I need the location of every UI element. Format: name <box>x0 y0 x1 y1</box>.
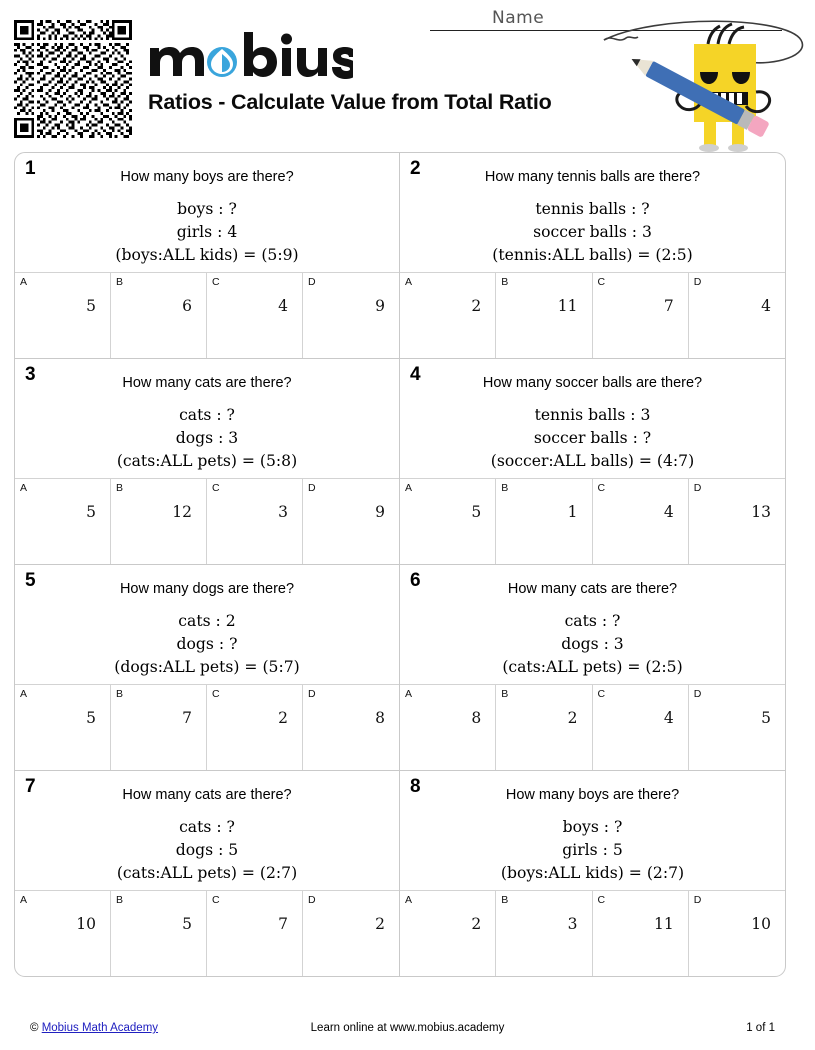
answer-option-a[interactable] <box>15 685 111 770</box>
answer-letter: C <box>597 894 606 906</box>
answer-options <box>15 273 399 358</box>
answer-letter: C <box>597 688 606 700</box>
answer-letter: A <box>405 688 413 700</box>
answer-letter: D <box>308 688 316 700</box>
answer-letter: C <box>597 482 606 494</box>
answer-option-a[interactable] <box>15 273 111 358</box>
question-number: 8 <box>410 776 421 797</box>
answer-letter: B <box>116 894 124 906</box>
ratio-line-2: soccer balls : ? <box>533 428 652 447</box>
answer-letter: D <box>308 276 316 288</box>
ratio-line-3: (cats:ALL pets) = (2:5) <box>502 657 683 676</box>
answer-option-c[interactable] <box>593 479 689 564</box>
page-title: Ratios - Calculate Value from Total Ratio <box>148 90 552 114</box>
answer-option-a[interactable] <box>400 479 496 564</box>
answer-letter: A <box>405 276 413 288</box>
answer-option-c[interactable] <box>207 273 303 358</box>
question-body <box>15 771 399 891</box>
ratio-line-2: dogs : 3 <box>175 428 239 447</box>
ratio-line-1: cats : ? <box>564 612 621 630</box>
footer-page-number: 1 of 1 <box>746 1022 775 1034</box>
question-number: 3 <box>25 364 36 385</box>
answer-options <box>400 479 785 564</box>
answer-value: 2 <box>375 915 385 933</box>
question-row <box>15 564 785 770</box>
answer-option-b[interactable] <box>496 891 592 976</box>
answer-letter: A <box>20 894 28 906</box>
answer-letter: B <box>116 482 124 494</box>
ratio-line-2: girls : 4 <box>176 222 238 241</box>
ratio-line-3: (tennis:ALL balls) = (2:5) <box>492 245 693 264</box>
answer-options <box>15 685 399 770</box>
question-number: 2 <box>410 158 421 179</box>
answer-value: 12 <box>172 503 192 521</box>
answer-value: 9 <box>375 297 385 315</box>
question-ratio <box>406 404 779 473</box>
answer-value: 4 <box>278 297 288 315</box>
page-footer <box>0 1022 815 1046</box>
question-body <box>400 359 785 479</box>
answer-letter: B <box>116 276 124 288</box>
question-cell-3 <box>15 358 400 564</box>
question-body <box>400 771 785 891</box>
answer-value: 3 <box>278 503 288 521</box>
answer-value: 8 <box>375 709 385 727</box>
question-number: 4 <box>410 364 421 385</box>
answer-options <box>400 273 785 358</box>
question-prompt: How many boys are there? <box>505 787 680 803</box>
copyright-symbol: © <box>30 1022 39 1034</box>
answer-option-d[interactable] <box>689 685 785 770</box>
ratio-line-1: cats : 2 <box>178 612 236 630</box>
answer-letter: C <box>212 482 220 494</box>
question-ratio <box>406 816 779 885</box>
ratio-line-3: (cats:ALL pets) = (5:8) <box>116 451 298 470</box>
answer-letter: D <box>693 894 702 906</box>
question-body <box>15 565 399 685</box>
answer-option-d[interactable] <box>689 891 785 976</box>
question-row <box>15 770 785 976</box>
answer-value: 5 <box>86 297 96 315</box>
answer-value: 4 <box>761 297 771 315</box>
ratio-line-3: (cats:ALL pets) = (2:7) <box>116 863 298 882</box>
mascot-illustration <box>596 18 815 153</box>
footer-learn-online: Learn online at www.mobius.academy <box>310 1022 505 1034</box>
answer-letter: C <box>597 276 606 288</box>
question-number: 5 <box>25 570 36 591</box>
question-ratio <box>21 404 393 473</box>
question-cell-6 <box>400 564 785 770</box>
answer-value: 4 <box>663 709 674 727</box>
answer-value: 5 <box>471 503 482 521</box>
answer-letter: B <box>501 688 509 700</box>
answer-option-a[interactable] <box>400 891 496 976</box>
answer-options <box>400 685 785 770</box>
answer-value: 2 <box>567 709 578 727</box>
answer-option-b[interactable] <box>496 479 592 564</box>
question-cell-4 <box>400 358 785 564</box>
answer-option-d[interactable] <box>303 273 399 358</box>
ratio-line-3: (boys:ALL kids) = (5:9) <box>115 245 299 264</box>
question-ratio <box>21 816 393 885</box>
answer-letter: B <box>501 276 509 288</box>
question-row <box>15 358 785 564</box>
answer-value: 11 <box>557 297 578 315</box>
answer-value: 2 <box>278 709 288 727</box>
answer-value: 10 <box>751 915 771 933</box>
ratio-line-2: dogs : 5 <box>175 840 239 859</box>
ratio-line-1: boys : ? <box>177 200 237 218</box>
ratio-line-2: dogs : ? <box>176 634 238 653</box>
answer-value: 5 <box>86 709 96 727</box>
answer-letter: A <box>405 482 413 494</box>
answer-letter: D <box>308 894 316 906</box>
answer-letter: A <box>20 276 28 288</box>
question-cell-7 <box>15 770 400 976</box>
answer-value: 5 <box>761 709 771 727</box>
ratio-line-1: cats : ? <box>179 818 235 836</box>
answer-letter: D <box>693 688 702 700</box>
answer-letter: B <box>501 894 509 906</box>
answer-value: 1 <box>567 503 578 521</box>
answer-option-b[interactable] <box>111 479 207 564</box>
ratio-line-1: boys : ? <box>562 818 623 836</box>
answer-option-c[interactable] <box>207 479 303 564</box>
question-body <box>400 153 785 273</box>
worksheet-grid <box>14 152 786 977</box>
ratio-line-2: girls : 5 <box>562 840 623 859</box>
question-prompt: How many tennis balls are there? <box>484 169 701 185</box>
ratio-line-2: dogs : 3 <box>561 634 624 653</box>
answer-option-b[interactable] <box>111 891 207 976</box>
answer-value: 13 <box>751 503 771 521</box>
answer-option-c[interactable] <box>593 891 689 976</box>
answer-letter: C <box>212 894 220 906</box>
answer-value: 6 <box>182 297 192 315</box>
question-prompt: How many cats are there? <box>507 581 678 597</box>
answer-letter: D <box>693 482 702 494</box>
question-body <box>15 359 399 479</box>
question-ratio <box>406 198 779 267</box>
brand-block <box>148 26 568 115</box>
question-prompt: How many soccer balls are there? <box>482 375 703 391</box>
answer-option-d[interactable] <box>303 685 399 770</box>
question-prompt: How many cats are there? <box>122 375 292 391</box>
mobius-math-academy-link[interactable]: Mobius Math Academy <box>41 1022 159 1034</box>
ratio-line-3: (boys:ALL kids) = (2:7) <box>500 863 685 882</box>
question-ratio <box>406 610 779 679</box>
answer-value: 2 <box>471 915 482 933</box>
answer-option-a[interactable] <box>15 891 111 976</box>
answer-letter: D <box>308 482 316 494</box>
answer-value: 2 <box>471 297 482 315</box>
answer-letter: A <box>20 482 28 494</box>
answer-option-a[interactable] <box>400 685 496 770</box>
answer-value: 3 <box>567 915 578 933</box>
name-label: Name <box>492 8 545 28</box>
answer-option-b[interactable] <box>111 273 207 358</box>
question-number: 1 <box>25 158 36 179</box>
answer-letter: D <box>693 276 702 288</box>
question-prompt: How many dogs are there? <box>119 581 295 597</box>
answer-letter: B <box>501 482 509 494</box>
answer-option-d[interactable] <box>689 273 785 358</box>
answer-value: 7 <box>182 709 192 727</box>
answer-letter: C <box>212 276 220 288</box>
answer-option-d[interactable] <box>689 479 785 564</box>
answer-options <box>15 479 399 564</box>
answer-letter: A <box>20 688 28 700</box>
answer-value: 5 <box>182 915 192 933</box>
question-cell-1 <box>15 153 400 358</box>
answer-option-c[interactable] <box>593 685 689 770</box>
answer-option-d[interactable] <box>303 891 399 976</box>
question-cell-5 <box>15 564 400 770</box>
question-body <box>15 153 399 273</box>
answer-options <box>400 891 785 976</box>
answer-option-b[interactable] <box>496 685 592 770</box>
answer-option-c[interactable] <box>207 891 303 976</box>
answer-letter: A <box>405 894 413 906</box>
ratio-line-1: cats : ? <box>179 406 235 424</box>
question-number: 6 <box>410 570 421 591</box>
answer-option-c[interactable] <box>593 273 689 358</box>
answer-value: 11 <box>654 915 674 933</box>
question-number: 7 <box>25 776 36 797</box>
answer-value: 8 <box>471 709 482 727</box>
ratio-line-1: tennis balls : ? <box>535 200 650 218</box>
answer-value: 4 <box>663 503 674 521</box>
answer-value: 5 <box>86 503 96 521</box>
answer-letter: B <box>116 688 124 700</box>
answer-option-a[interactable] <box>15 479 111 564</box>
answer-option-c[interactable] <box>207 685 303 770</box>
question-cell-2 <box>400 153 785 358</box>
mobius-logo <box>148 26 568 82</box>
ratio-line-2: soccer balls : 3 <box>533 222 652 241</box>
answer-value: 7 <box>663 297 674 315</box>
ratio-line-1: tennis balls : 3 <box>534 406 651 424</box>
answer-value: 9 <box>375 503 385 521</box>
question-prompt: How many boys are there? <box>120 169 294 185</box>
question-ratio <box>21 198 393 267</box>
answer-option-d[interactable] <box>303 479 399 564</box>
page-header <box>0 0 815 150</box>
ratio-line-3: (soccer:ALL balls) = (4:7) <box>490 451 695 470</box>
answer-option-b[interactable] <box>496 273 592 358</box>
ratio-line-3: (dogs:ALL pets) = (5:7) <box>114 657 300 676</box>
question-row <box>15 153 785 358</box>
qr-code-icon <box>14 20 132 138</box>
question-cell-8 <box>400 770 785 976</box>
question-ratio <box>21 610 393 679</box>
answer-option-b[interactable] <box>111 685 207 770</box>
answer-value: 10 <box>76 915 96 933</box>
answer-option-a[interactable] <box>400 273 496 358</box>
answer-letter: C <box>212 688 220 700</box>
question-body <box>400 565 785 685</box>
answer-value: 7 <box>278 915 288 933</box>
answer-options <box>15 891 399 976</box>
question-prompt: How many cats are there? <box>122 787 292 803</box>
